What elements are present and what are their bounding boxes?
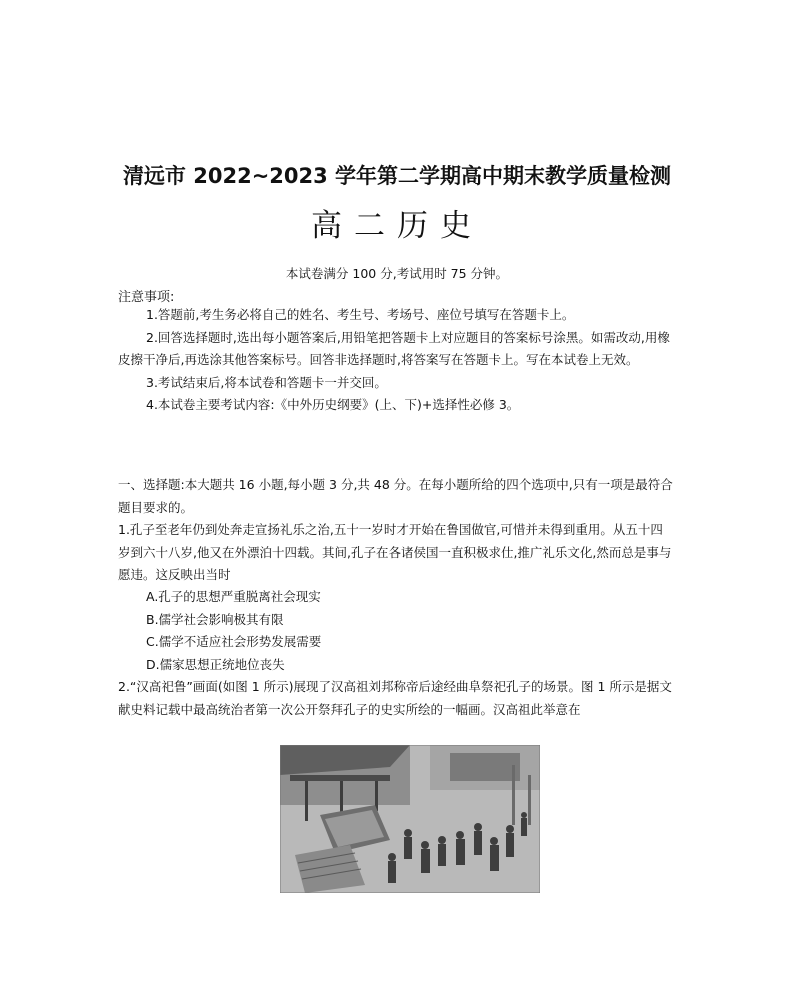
note-item: 1.答题前,考生务必将自己的姓名、考生号、考场号、座位号填写在答题卡上。 — [146, 307, 575, 322]
section-title: 一、选择题:本大题共 16 小题,每小题 3 分,共 48 分。在每小题所给的四个选项中,只有一项是最符合题目要求的。 — [118, 477, 673, 515]
note-item: 2.回答选择题时,选出每小题答案后,用铅笔把答题卡上对应题目的答案标号涂黑。如需改动,用橡皮擦干净后,再选涂其他答案标号。回答非选择题时,将答案写在答题卡上。写在本试卷上无效。 — [118, 329, 670, 367]
question-1-stem: 1.孔子至老年仍到处奔走宣扬礼乐之治,五十一岁时才开始在鲁国做官,可惜并未得到重用。从五十四岁到六十八岁,他又在外漂泊十四载。其间,孔子在各诸侯国一直积极求仕,推广礼乐文化,然而总是事与愿违。这反映出当时 — [118, 522, 672, 582]
notes-title: 注意事项: — [118, 290, 175, 305]
option-d: D.儒家思想正统地位丧失 — [146, 656, 285, 672]
option-b: B.儒学社会影响极其有限 — [146, 611, 284, 627]
figure-1-painting — [280, 745, 540, 893]
painting-illustration — [280, 745, 540, 893]
notes-list — [118, 304, 674, 417]
question-1-options — [146, 586, 321, 676]
question-2 — [118, 676, 674, 721]
note-item: 4.本试卷主要考试内容:《中外历史纲要》(上、下)+选择性必修 3。 — [146, 397, 520, 412]
note-item: 3.考试结束后,将本试卷和答题卡一并交回。 — [146, 374, 387, 390]
exam-header — [0, 160, 794, 245]
option-c: C.儒学不适应社会形势发展需要 — [146, 634, 322, 649]
score-time-line: 本试卷满分 100 分,考试用时 75 分钟。 — [285, 266, 509, 281]
option-a: A.孔子的思想严重脱离社会现实 — [146, 589, 321, 604]
exam-subtitle: 清远市 2022~2023 学年第二学期高中期末教学质量检测 — [122, 164, 672, 188]
section-heading — [118, 474, 674, 519]
question-1 — [118, 519, 674, 587]
question-2-stem: 2.“汉高祀鲁”画面(如图 1 所示)展现了汉高祖刘邦称帝后途经曲阜祭祀孔子的场景。图 1 所示是据文献史料记载中最高统治者第一次公开祭拜孔子的史实所绘的一幅画。汉高祖此举意在 — [118, 679, 672, 717]
exam-subject-title: 高二历史 — [311, 208, 483, 244]
